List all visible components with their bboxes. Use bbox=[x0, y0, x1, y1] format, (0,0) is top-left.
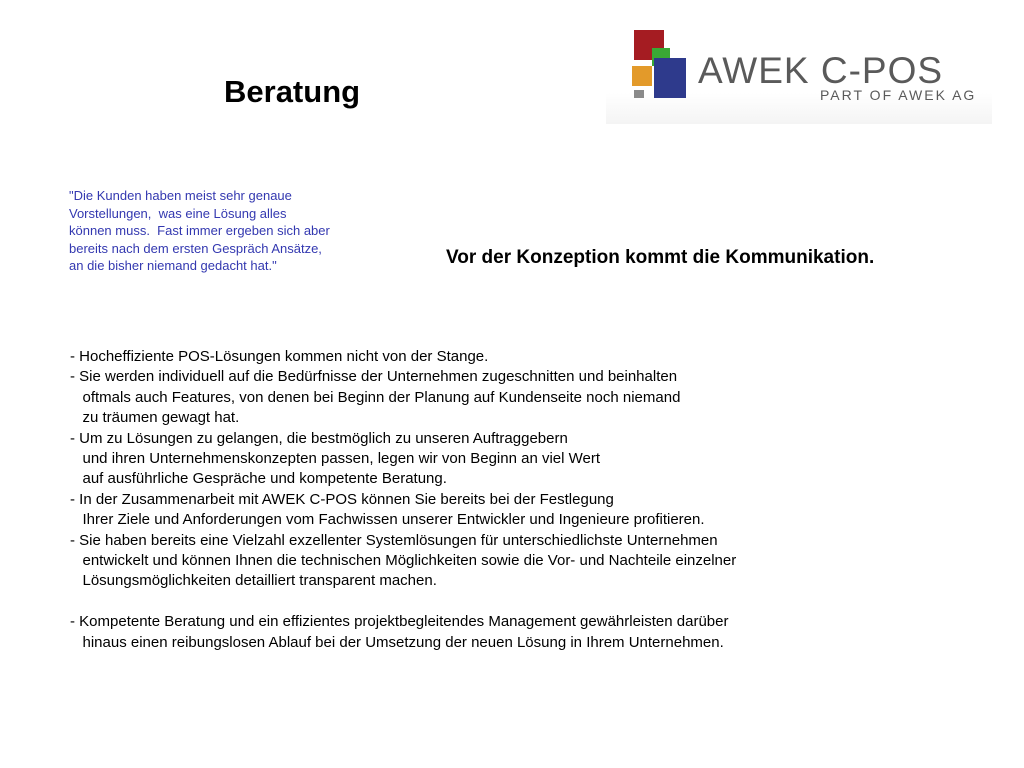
quote-line: "Die Kunden haben meist sehr genaue bbox=[69, 188, 292, 203]
body-line: und ihren Unternehmenskonzepten passen, legen wir von Beginn an viel Wert bbox=[70, 450, 601, 468]
logo-square-blue bbox=[654, 58, 686, 98]
quote-line: können muss. Fast immer ergeben sich aber bbox=[69, 223, 330, 238]
body-line: - Um zu Lösungen zu gelangen, die bestmöglich zu unseren Auftraggebern bbox=[70, 429, 568, 447]
customer-quote bbox=[69, 187, 369, 275]
awek-cpos-logo bbox=[606, 20, 992, 124]
body-line: - Sie haben bereits eine Vielzahl exzellenter Systemlösungen für unterschiedlichste Unternehmen bbox=[70, 531, 718, 549]
body-line: zu träumen gewagt hat. bbox=[70, 409, 240, 427]
body-text bbox=[70, 347, 970, 653]
logo-wordmark: AWEK C-POS bbox=[698, 50, 944, 91]
logo-square-orange bbox=[632, 66, 652, 86]
body-line: Ihrer Ziele und Anforderungen vom Fachwissen unserer Entwickler und Ingenieure profitieren. bbox=[70, 511, 705, 529]
body-line: - In der Zusammenarbeit mit AWEK C-POS können Sie bereits bei der Festlegung bbox=[70, 490, 614, 508]
body-line: - Kompetente Beratung und ein effizientes projektbegleitendes Management gewährleisten darüber bbox=[70, 613, 729, 631]
body-line: entwickelt und können Ihnen die technischen Möglichkeiten sowie die Vor- und Nachteile einzelner bbox=[70, 552, 737, 570]
logo-square-gray bbox=[634, 90, 644, 98]
body-line: oftmals auch Features, von denen bei Beginn der Planung auf Kundenseite noch niemand bbox=[70, 388, 681, 406]
quote-line: Vorstellungen, was eine Lösung alles bbox=[69, 205, 287, 221]
body-line: hinaus einen reibungslosen Ablauf bei der Umsetzung der neuen Lösung in Ihrem Unternehmen. bbox=[70, 633, 724, 651]
body-line: auf ausführliche Gespräche und kompetente Beratung. bbox=[70, 470, 447, 488]
body-line: Lösungsmöglichkeiten detailliert transparent machen. bbox=[70, 572, 437, 590]
slogan-heading: Vor der Konzeption kommt die Kommunikation. bbox=[446, 247, 875, 268]
quote-line: bereits nach dem ersten Gespräch Ansätze, bbox=[69, 240, 322, 256]
quote-line: an die bisher niemand gedacht hat." bbox=[69, 258, 277, 273]
body-line: - Sie werden individuell auf die Bedürfnisse der Unternehmen zugeschnitten und beinhalten bbox=[70, 368, 678, 386]
body-line: - Hocheffiziente POS-Lösungen kommen nicht von der Stange. bbox=[70, 348, 489, 365]
logo-tagline: PART OF AWEK AG bbox=[820, 87, 977, 103]
logo-squares-icon bbox=[606, 20, 696, 124]
page-title: Beratung bbox=[224, 74, 361, 109]
paragraph-gap bbox=[70, 592, 970, 612]
